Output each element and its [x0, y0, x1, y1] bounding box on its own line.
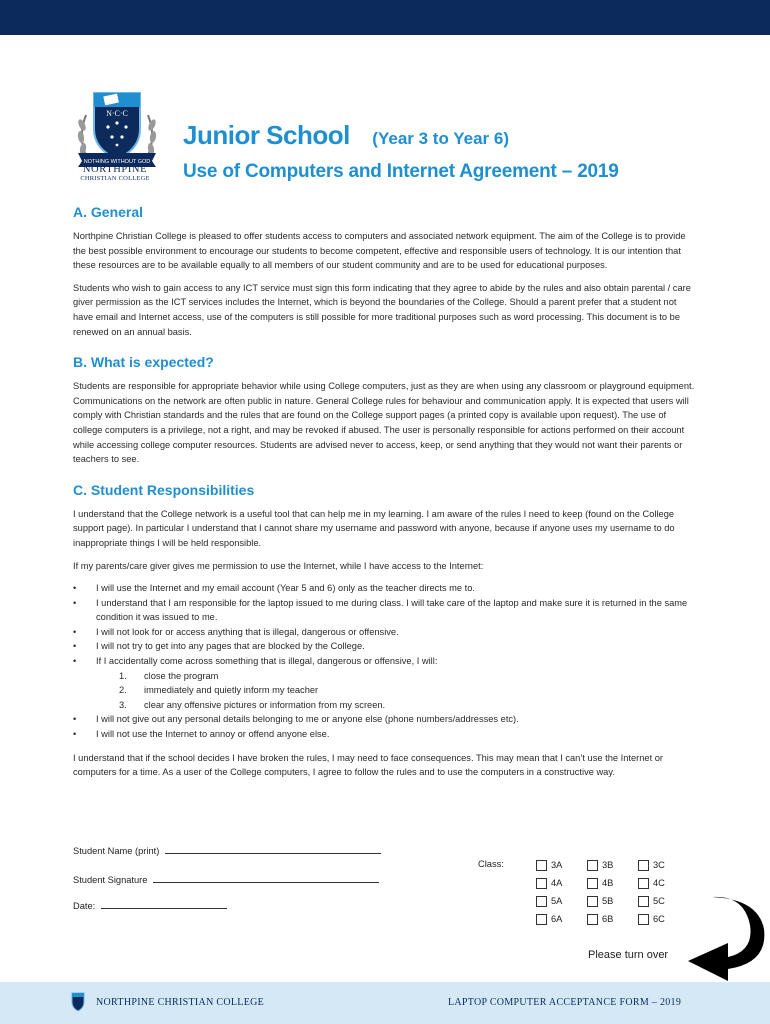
footer-crest-icon [70, 992, 86, 1012]
turn-over-arrow-icon [684, 893, 770, 983]
rule-item-text: If I accidentally come across something that is illegal, dangerous or offensive, I will: [96, 656, 438, 667]
class-label: Class: [478, 859, 504, 869]
checkbox-square[interactable] [536, 878, 547, 889]
steps-list [96, 669, 698, 713]
step-item: 3. clear any offensive pictures or information from my screen. [119, 699, 386, 710]
checkbox-square[interactable] [587, 896, 598, 907]
footer-form-title: LAPTOP COMPUTER ACCEPTANCE FORM – 2019 [448, 997, 682, 1008]
responsibilities-paragraph-2: If my parents/care giver gives me permission to use the Internet, while I have access to the Internet: [73, 560, 484, 571]
class-options [536, 858, 689, 926]
rule-item: • I will not give out any personal details belonging to me or anyone else (phone numbers/addresses etc). [73, 712, 698, 727]
rule-item: • I will use the Internet and my email account (Year 5 and 6) only as the teacher directs me to. [73, 581, 698, 596]
signature-fields [73, 844, 381, 913]
rule-item: • I will not use the Internet to annoy or offend anyone else. [73, 727, 698, 742]
college-name-line2: CHRISTIAN COLLEGE [80, 175, 150, 182]
agreement-body [73, 203, 698, 788]
class-checkbox-5a[interactable]: 5A [536, 894, 587, 908]
step-item: 1. close the program [119, 670, 219, 681]
checkbox-square[interactable] [587, 914, 598, 925]
checkbox-square[interactable] [638, 914, 649, 925]
checkbox-square[interactable] [536, 860, 547, 871]
class-checkbox-4a[interactable]: 4A [536, 876, 587, 890]
section-expected-heading: B. What is expected? [73, 354, 214, 371]
class-checkbox-4b[interactable]: 4B [587, 876, 638, 890]
step-item: 2. immediately and quietly inform my teacher [119, 685, 319, 696]
section-responsibilities-heading: C. Student Responsibilities [73, 481, 255, 498]
class-checkbox-3a[interactable]: 3A [536, 858, 587, 872]
expected-paragraph-1: Students are responsible for appropriate behavior while using College computers, just as they are when using any classroom or playground equipment. Communications on the network are often public in nature. General College rules for behaviour and communication apply. It is expected that users will comply with Christian standards and the rules that are found on the College support pages (a printed copy is available upon request). The use of college computers is a privilege, not a right, and may be revoked if abused. The user is personally responsible for actions performed on their account while accessing college computer resources. Students are advised never to access, keep, or send anything that they would not want their parents or teachers to see. [73, 381, 695, 465]
class-checkbox-4c[interactable]: 4C [638, 876, 689, 890]
date-field[interactable] [101, 899, 227, 909]
date-label: Date: [73, 901, 96, 911]
footer-college-name: NORTHPINE CHRISTIAN COLLEGE [96, 997, 265, 1008]
checkbox-square[interactable] [536, 914, 547, 925]
class-checkbox-5c[interactable]: 5C [638, 894, 689, 908]
general-paragraph-2: Students who wish to gain access to any ICT service must sign this form indicating that they agree to abide by the rules and also obtain parental / care giver permission as the ICT services includes the Internet, which is beyond the boundaries of the College. Should a parent prefer that a student not have email and Internet access, use of the computers is still possible for more traditional purposes such as word processing. This document is to be renewed on an annual basis. [73, 282, 691, 337]
crest-motto: NOTHING WITHOUT GOD [83, 159, 151, 165]
checkbox-square[interactable] [638, 878, 649, 889]
responsibilities-paragraph-3: I understand that if the school decides I have broken the rules, I may need to face consequences. This may mean that I can’t use the Internet or computers for a time. As a user of the College computers, I agree to follow the rules and to use the computers in a constructive way. [73, 752, 664, 778]
rule-item: • I will not look for or access anything that is illegal, dangerous or offensive. [73, 625, 698, 640]
section-general-heading: A. General [73, 204, 144, 220]
checkbox-square[interactable] [587, 860, 598, 871]
checkbox-square[interactable] [536, 896, 547, 907]
checkbox-square[interactable] [587, 878, 598, 889]
student-signature-field[interactable] [153, 873, 379, 883]
class-checkbox-6a[interactable]: 6A [536, 912, 587, 926]
student-name-label: Student Name (print) [73, 846, 160, 856]
college-wordmark [72, 164, 158, 183]
rule-item: • I will not try to get into any pages that are blocked by the College. [73, 639, 698, 654]
please-turn-over-text: Please turn over [588, 949, 669, 961]
crest-shield-letters: N·C·C [106, 109, 128, 118]
student-name-field[interactable] [165, 844, 381, 854]
page-subtitle: Use of Computers and Internet Agreement – 2019 [183, 161, 619, 182]
checkbox-square[interactable] [638, 860, 649, 871]
class-checkbox-6b[interactable]: 6B [587, 912, 638, 926]
class-checkbox-3c[interactable]: 3C [638, 858, 689, 872]
class-checkbox-5b[interactable]: 5B [587, 894, 638, 908]
page-title [183, 120, 509, 151]
rule-item: • I understand that I am responsible for the laptop issued to me during class. I will take care of the laptop and make sure it is returned in the same condition it was issued to me. [73, 596, 698, 625]
page-footer [0, 982, 770, 1024]
title-main: Junior School [183, 120, 350, 150]
rules-list [73, 581, 698, 742]
top-banner [0, 0, 770, 35]
responsibilities-paragraph-1: I understand that the College network is a useful tool that can help me in my learning. I am aware of the rules I need to keep (found on the College support page). In particular I understand that I cannot share my username and password with anyone, because if anyone uses my username to do inappropriate things I will be held responsible. [73, 508, 675, 548]
rule-item-with-steps [73, 654, 698, 712]
class-checkbox-3b[interactable]: 3B [587, 858, 638, 872]
checkbox-square[interactable] [638, 896, 649, 907]
class-checkbox-6c[interactable]: 6C [638, 912, 689, 926]
title-year-range: (Year 3 to Year 6) [372, 129, 510, 148]
college-name-line1: NORTHPINE [82, 164, 148, 175]
general-paragraph-1: Northpine Christian College is pleased to offer students access to computers and associated network equipment. The aim of the College is to provide the best possible environment to encourage our students to become competent, effective and responsible users of technology. It is our intention that these resources are to be available equally to all members of our student community and are to be used for educational purposes. [73, 231, 686, 271]
student-signature-label: Student Signature [73, 875, 148, 885]
